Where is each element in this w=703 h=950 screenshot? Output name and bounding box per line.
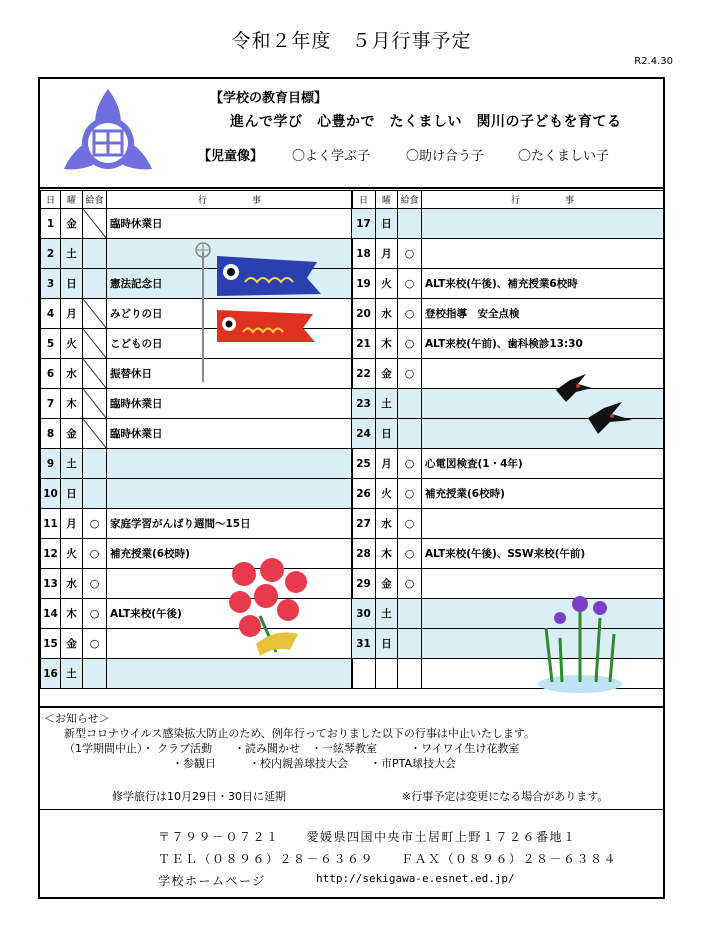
event-cell (422, 239, 664, 269)
empty-cell (352, 659, 376, 689)
event-cell (107, 479, 353, 509)
lunch-cell: ○ (398, 569, 422, 599)
lunch-cell (83, 329, 107, 359)
trip-notice: 修学旅行は10月29日・30日に延期 (112, 790, 286, 803)
page-title: 令和２年度 ５月行事予定 (231, 30, 472, 52)
empty-cell (376, 659, 398, 689)
calendar-row (352, 539, 664, 569)
header-event: 行 事 (422, 191, 664, 209)
lunch-cell (83, 239, 107, 269)
day-cell: 23 (352, 389, 376, 419)
lunch-cell: ○ (83, 509, 107, 539)
event-cell: 登校指導 安全点検 (422, 299, 664, 329)
lunch-cell: ○ (83, 569, 107, 599)
lunch-cell: ○ (398, 239, 422, 269)
lunch-cell (83, 389, 107, 419)
weekday-cell: 日 (376, 209, 398, 239)
calendar-row (352, 239, 664, 269)
weekday-cell: 火 (376, 269, 398, 299)
header-event: 行 事 (107, 191, 353, 209)
event-cell: 臨時休業日 (107, 419, 353, 449)
calendar-row (352, 449, 664, 479)
notice-section (40, 706, 663, 810)
lunch-cell: ○ (398, 509, 422, 539)
day-cell: 9 (41, 449, 61, 479)
ideal-item: 〇助け合う子 (406, 149, 485, 164)
school-address: 〒７９９－０７２１ 愛媛県四国中央市土居町上野１７２６番地１ (158, 830, 577, 844)
weekday-cell: 土 (61, 659, 83, 689)
event-cell: みどりの日 (107, 299, 353, 329)
weekday-cell: 水 (61, 359, 83, 389)
weekday-cell: 土 (376, 389, 398, 419)
weekday-cell: 火 (61, 329, 83, 359)
lunch-cell (83, 659, 107, 689)
event-cell: ALT来校(午後)、SSW来校(午前) (422, 539, 664, 569)
lunch-cell: ○ (398, 359, 422, 389)
weekday-cell: 月 (61, 299, 83, 329)
day-cell: 31 (352, 629, 376, 659)
day-cell: 26 (352, 479, 376, 509)
lunch-cell: ○ (398, 269, 422, 299)
calendar-row (352, 269, 664, 299)
day-cell: 28 (352, 539, 376, 569)
day-cell: 14 (41, 599, 61, 629)
lunch-cell: ○ (398, 479, 422, 509)
lunch-cell: ○ (83, 599, 107, 629)
goal-heading: 【学校の教育目標】 (210, 91, 328, 106)
day-cell: 27 (352, 509, 376, 539)
notice-line: （1学期間中止）・ クラブ活動 ・読み聞かせ ・一絃琴教室 ・ワイワイ生け花教室 (64, 742, 520, 755)
day-cell: 3 (41, 269, 61, 299)
day-cell: 30 (352, 599, 376, 629)
weekday-cell: 日 (61, 479, 83, 509)
weekday-cell: 水 (376, 509, 398, 539)
weekday-cell: 月 (61, 509, 83, 539)
empty-cell (398, 659, 422, 689)
event-cell: 臨時休業日 (107, 209, 353, 239)
calendar-row (41, 209, 353, 239)
weekday-cell: 土 (61, 449, 83, 479)
day-cell: 6 (41, 359, 61, 389)
day-cell: 11 (41, 509, 61, 539)
weekday-cell: 水 (376, 299, 398, 329)
day-cell: 12 (41, 539, 61, 569)
weekday-cell: 木 (376, 329, 398, 359)
event-cell: 憲法記念日 (107, 269, 353, 299)
lunch-cell (83, 209, 107, 239)
header-weekday: 曜 (61, 191, 83, 209)
school-emblem-icon (58, 85, 158, 181)
day-cell: 1 (41, 209, 61, 239)
day-cell: 2 (41, 239, 61, 269)
ideal-item: 〇よく学ぶ子 (292, 149, 371, 164)
event-cell: 補充授業(6校時) (107, 539, 353, 569)
calendar-row (352, 209, 664, 239)
weekday-cell: 日 (61, 269, 83, 299)
day-cell: 5 (41, 329, 61, 359)
event-cell: 家庭学習がんばり週間～15日 (107, 509, 353, 539)
weekday-cell: 日 (376, 629, 398, 659)
swallows-icon (552, 370, 636, 442)
weekday-cell: 金 (376, 569, 398, 599)
header-lunch: 給食 (398, 191, 422, 209)
day-cell: 20 (352, 299, 376, 329)
koinobori-icon (195, 242, 330, 382)
school-tel-fax: ＴＥＬ（０８９６）２８－６３６９ ＦＡＸ（０８９６）２８－６３８４ (158, 852, 618, 866)
event-cell: 振替休日 (107, 359, 353, 389)
weekday-cell: 月 (376, 449, 398, 479)
calendar-row (41, 449, 353, 479)
lunch-cell (83, 449, 107, 479)
calendar-row (41, 479, 353, 509)
homepage-link[interactable]: http://sekigawa-e.esnet.ed.jp/ (316, 872, 515, 885)
schedule-change-note: ※行事予定は変更になる場合があります。 (402, 790, 609, 803)
day-cell: 25 (352, 449, 376, 479)
weekday-cell: 木 (376, 539, 398, 569)
event-cell: ALT来校(午前)、歯科検診13:30 (422, 329, 664, 359)
lunch-cell: ○ (398, 299, 422, 329)
school-goals-header (40, 79, 663, 189)
event-cell: ALT来校(午後)、補充授業6校時 (422, 269, 664, 299)
calendar-row (41, 389, 353, 419)
carnation-icon (220, 556, 316, 664)
calendar-row (41, 509, 353, 539)
lunch-cell (83, 479, 107, 509)
school-contact-footer (40, 810, 663, 899)
lunch-cell (83, 359, 107, 389)
lunch-cell: ○ (398, 449, 422, 479)
homepage-label: 学校ホームページ (158, 874, 266, 888)
weekday-cell: 金 (376, 359, 398, 389)
event-cell (422, 209, 664, 239)
lunch-cell (83, 419, 107, 449)
ideal-item: 〇たくましい子 (518, 149, 610, 164)
event-cell: 臨時休業日 (107, 389, 353, 419)
day-cell: 29 (352, 569, 376, 599)
notice-heading: ＜お知らせ＞ (44, 712, 110, 725)
event-cell (422, 509, 664, 539)
notice-line: 新型コロナウイルス感染拡大防止のため、例年行っておりました以下の行事は中止いたします。 (64, 727, 536, 740)
ideal-heading: 【児童像】 (198, 149, 264, 164)
day-cell: 8 (41, 419, 61, 449)
event-cell: こどもの日 (107, 329, 353, 359)
header-weekday: 曜 (376, 191, 398, 209)
weekday-cell: 日 (376, 419, 398, 449)
iris-flowers-icon (532, 588, 628, 698)
calendar-row (352, 509, 664, 539)
notice-line: ・参観日 ・校内親善球技大会 ・市PTA球技大会 (172, 757, 457, 770)
day-cell: 24 (352, 419, 376, 449)
day-cell: 18 (352, 239, 376, 269)
calendar-row (352, 479, 664, 509)
weekday-cell: 木 (61, 389, 83, 419)
school-goal: 進んで学び 心豊かで たくましい 関川の子どもを育てる (230, 114, 622, 130)
day-cell: 17 (352, 209, 376, 239)
weekday-cell: 火 (61, 539, 83, 569)
weekday-cell: 金 (61, 209, 83, 239)
event-cell (107, 449, 353, 479)
weekday-cell: 金 (61, 419, 83, 449)
lunch-cell (398, 629, 422, 659)
calendar-row (352, 299, 664, 329)
lunch-cell: ○ (398, 539, 422, 569)
lunch-cell (398, 419, 422, 449)
header-day: 日 (41, 191, 61, 209)
weekday-cell: 金 (61, 629, 83, 659)
calendar-row (41, 419, 353, 449)
lunch-cell (398, 389, 422, 419)
lunch-cell: ○ (83, 629, 107, 659)
issue-date: R2.4.30 (634, 56, 673, 67)
calendar-row (352, 329, 664, 359)
lunch-cell: ○ (398, 329, 422, 359)
day-cell: 7 (41, 389, 61, 419)
lunch-cell (83, 299, 107, 329)
weekday-cell: 土 (376, 599, 398, 629)
event-cell: 心電図検査(1・4年) (422, 449, 664, 479)
weekday-cell: 火 (376, 479, 398, 509)
weekday-cell: 水 (61, 569, 83, 599)
day-cell: 16 (41, 659, 61, 689)
event-cell: ALT来校(午後) (107, 599, 353, 629)
event-cell: 補充授業(6校時) (422, 479, 664, 509)
day-cell: 10 (41, 479, 61, 509)
day-cell: 4 (41, 299, 61, 329)
day-cell: 15 (41, 629, 61, 659)
day-cell: 21 (352, 329, 376, 359)
header-lunch: 給食 (83, 191, 107, 209)
lunch-cell: ○ (83, 539, 107, 569)
header-day: 日 (352, 191, 376, 209)
weekday-cell: 月 (376, 239, 398, 269)
lunch-cell (398, 599, 422, 629)
day-cell: 13 (41, 569, 61, 599)
lunch-cell (83, 269, 107, 299)
day-cell: 22 (352, 359, 376, 389)
lunch-cell (398, 209, 422, 239)
day-cell: 19 (352, 269, 376, 299)
weekday-cell: 土 (61, 239, 83, 269)
weekday-cell: 木 (61, 599, 83, 629)
